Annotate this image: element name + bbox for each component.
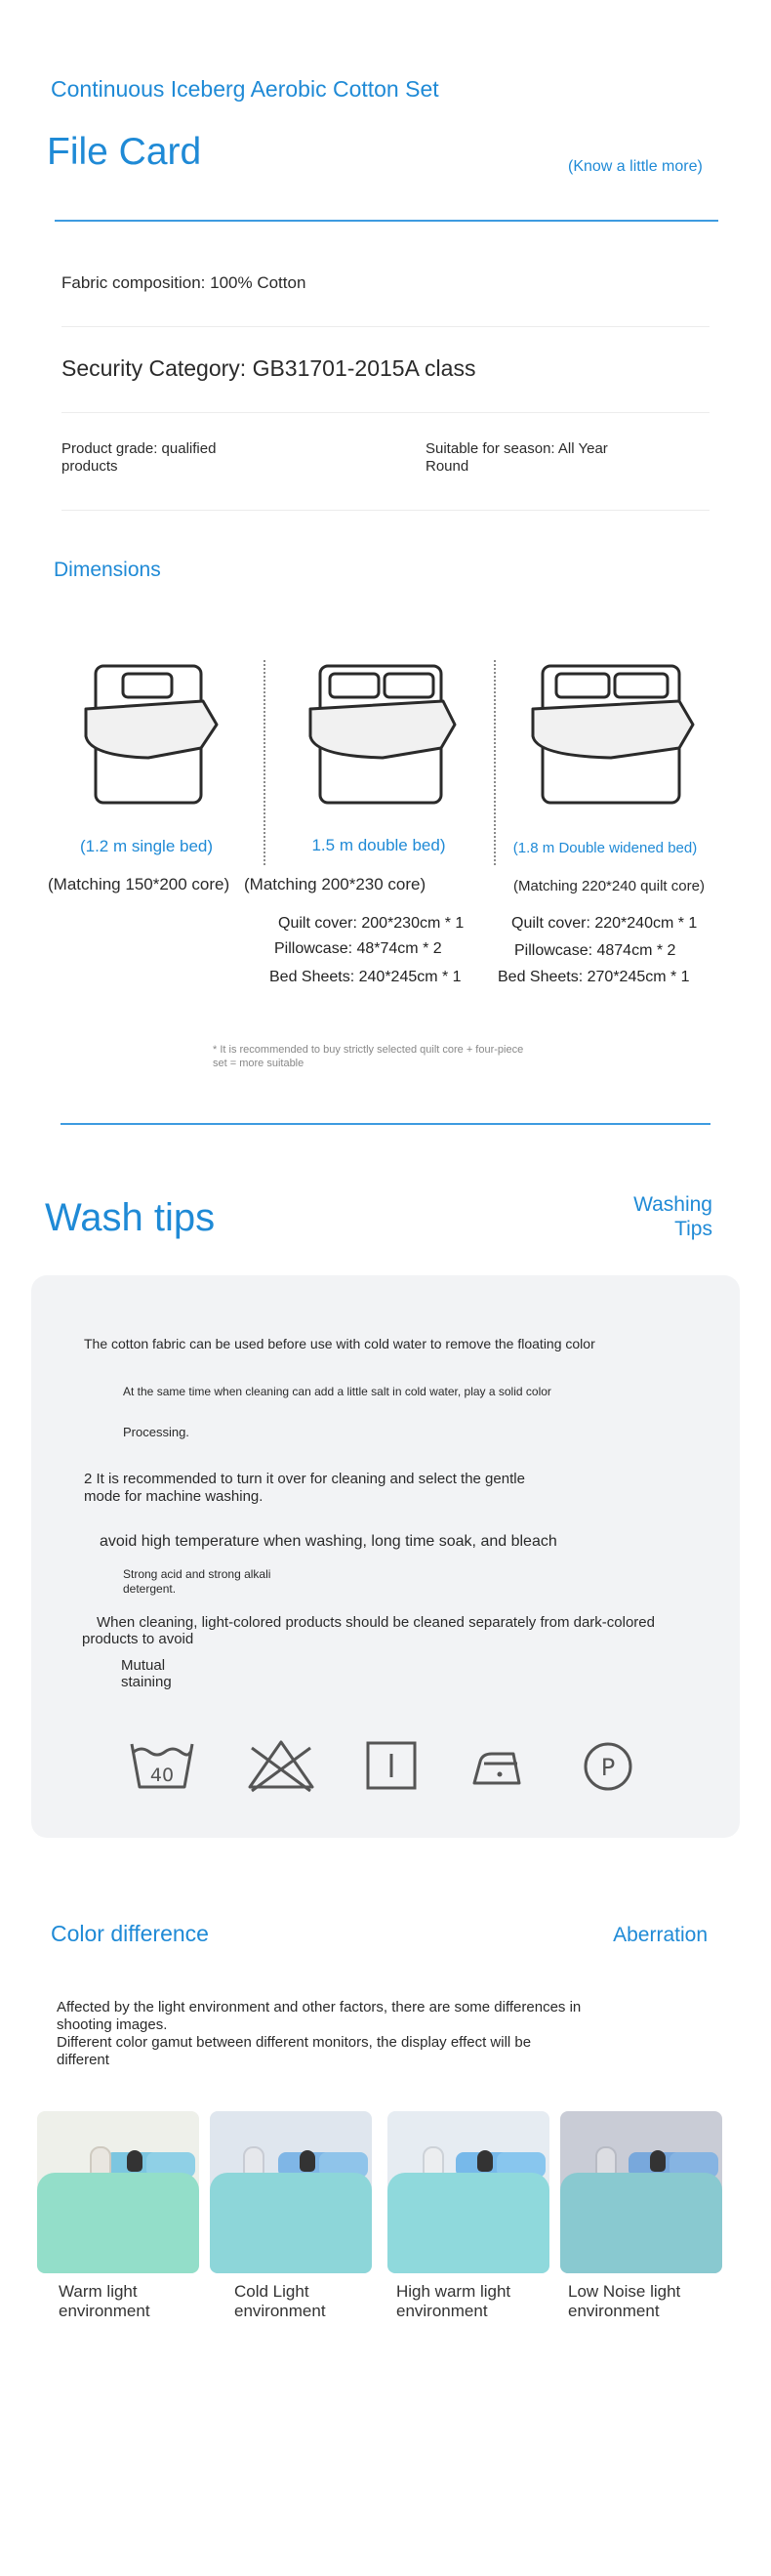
photo-caption-cold: Cold Light environment bbox=[234, 2282, 326, 2320]
product-grade: Product grade: qualified products bbox=[61, 440, 217, 475]
know-more-link[interactable]: (Know a little more) bbox=[568, 158, 703, 175]
dry-clean-p-icon bbox=[582, 1740, 634, 1793]
core-widened: (Matching 220*240 quilt core) bbox=[513, 878, 705, 894]
quilt bbox=[37, 2173, 199, 2273]
widened-bed-icon bbox=[527, 660, 698, 807]
washing-tips-side-title: Washing Tips bbox=[633, 1193, 712, 1240]
bed-caption-widened: (1.8 m Double widened bed) bbox=[512, 840, 698, 856]
wash-tip-3-sub: Strong acid and strong alkali detergent. bbox=[123, 1567, 271, 1596]
wash-tip-processing: Processing. bbox=[123, 1425, 189, 1439]
divider bbox=[264, 660, 265, 865]
dimensions-title: Dimensions bbox=[54, 559, 161, 581]
iron-icon bbox=[468, 1742, 533, 1791]
spec-double-pillow: Pillowcase: 48*74cm * 2 bbox=[274, 940, 442, 957]
photo-caption-low-noise: Low Noise light environment bbox=[568, 2282, 681, 2320]
wash-tip-2: 2 It is recommended to turn it over for cleaning and select the gentle mode for machine washing. bbox=[84, 1471, 525, 1505]
color-difference-title: Color difference bbox=[51, 1921, 209, 1946]
tumble-dry-icon bbox=[365, 1738, 420, 1793]
suitable-season: Suitable for season: All Year Round bbox=[426, 440, 608, 475]
plush-toy bbox=[127, 2150, 142, 2172]
color-description-2: Different color gamut between different monitors, the display effect will be different bbox=[57, 2034, 532, 2068]
core-single: (Matching 150*200 core) bbox=[48, 875, 230, 893]
divider bbox=[61, 1123, 710, 1125]
quilt bbox=[560, 2173, 722, 2273]
product-title: Continuous Iceberg Aerobic Cotton Set bbox=[51, 76, 439, 102]
no-bleach-icon bbox=[246, 1738, 316, 1793]
spec-widened-pillow: Pillowcase: 4874cm * 2 bbox=[514, 942, 676, 959]
wash-40-icon bbox=[128, 1738, 196, 1793]
photo-cold-light bbox=[210, 2111, 372, 2273]
divider bbox=[494, 660, 496, 865]
divider bbox=[61, 412, 710, 413]
wash-tip-4-sub: Mutual staining bbox=[121, 1657, 172, 1690]
plush-toy bbox=[300, 2150, 315, 2172]
photo-high-warm-light bbox=[387, 2111, 549, 2273]
wash-tips-title: Wash tips bbox=[45, 1196, 216, 1239]
dimensions-note: * It is recommended to buy strictly selected quilt core + four-piece set = more suitable bbox=[213, 1044, 524, 1069]
wash-tip-1-sub: At the same time when cleaning can add a little salt in cold water, play a solid color bbox=[123, 1385, 551, 1398]
color-description-1: Affected by the light environment and other factors, there are some differences in shooting images. bbox=[57, 1999, 582, 2033]
wash-tip-3: avoid high temperature when washing, long time soak, and bleach bbox=[84, 1533, 557, 1550]
dry-clean-label: P bbox=[600, 1754, 616, 1781]
spec-double-sheet: Bed Sheets: 240*245cm * 1 bbox=[269, 969, 462, 985]
security-category: Security Category: GB31701-2015A class bbox=[61, 355, 476, 381]
spec-double-quilt: Quilt cover: 200*230cm * 1 bbox=[278, 915, 465, 932]
bed-caption-double: 1.5 m double bed) bbox=[311, 836, 446, 854]
core-double: (Matching 200*230 core) bbox=[244, 875, 426, 893]
quilt bbox=[387, 2173, 549, 2273]
divider bbox=[61, 510, 710, 511]
photo-low-noise-light bbox=[560, 2111, 722, 2273]
single-bed-icon bbox=[80, 660, 222, 807]
spec-widened-quilt: Quilt cover: 220*240cm * 1 bbox=[511, 915, 698, 932]
file-card-title: File Card bbox=[47, 131, 202, 173]
wash-temperature-label: 40 bbox=[149, 1765, 175, 1786]
bed-caption-single: (1.2 m single bed) bbox=[79, 837, 214, 855]
divider bbox=[55, 220, 718, 222]
plush-toy bbox=[650, 2150, 666, 2172]
photo-caption-warm: Warm light environment bbox=[59, 2282, 150, 2320]
photo-warm-light bbox=[37, 2111, 199, 2273]
double-bed-icon bbox=[304, 660, 461, 807]
fabric-composition: Fabric composition: 100% Cotton bbox=[61, 273, 306, 292]
photo-caption-high-warm: High warm light environment bbox=[396, 2282, 511, 2320]
divider bbox=[61, 326, 710, 327]
wash-tip-4: When cleaning, light-colored products should be cleaned separately from dark-colored products to avoid bbox=[82, 1614, 655, 1647]
aberration-side-title: Aberration bbox=[613, 1924, 708, 1946]
quilt bbox=[210, 2173, 372, 2273]
wash-tip-1: The cotton fabric can be used before use with cold water to remove the floating color bbox=[84, 1336, 595, 1351]
spec-widened-sheet: Bed Sheets: 270*245cm * 1 bbox=[498, 969, 690, 985]
plush-toy bbox=[477, 2150, 493, 2172]
